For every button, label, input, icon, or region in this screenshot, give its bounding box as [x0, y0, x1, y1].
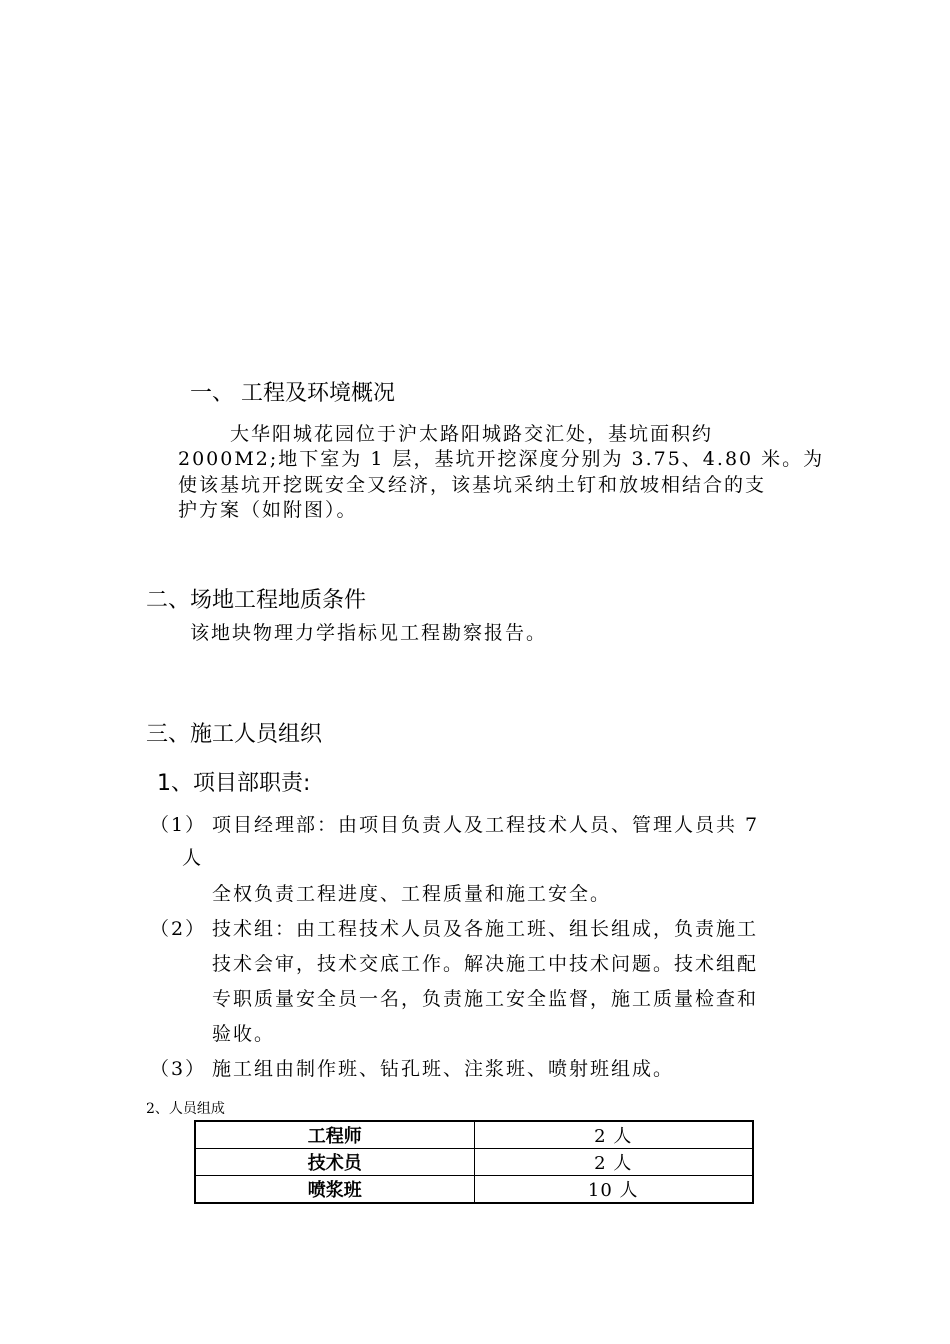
subsection-2-heading: 2、人员组成	[146, 1101, 225, 1117]
section-1-heading: 一、 工程及环境概况	[190, 381, 395, 406]
section-1-line-3: 使该基坑开挖既安全又经济，该基坑采纳土钉和放坡相结合的支	[178, 474, 767, 496]
item-1-number: （1）	[150, 814, 207, 836]
item-2-line-1: 技术组：由工程技术人员及各施工班、组长组成，负责施工	[212, 918, 759, 940]
item-3-number: （3）	[150, 1058, 207, 1080]
item-3-line: 施工组由制作班、钻孔班、注浆班、喷射班组成。	[212, 1058, 675, 1080]
item-2-line-4: 验收。	[212, 1023, 276, 1045]
section-1-line-4: 护方案（如附图）。	[178, 499, 358, 521]
table-cell-count: 10 人	[474, 1176, 753, 1204]
section-2-line: 该地块物理力学指标见工程勘察报告。	[190, 622, 548, 644]
section-1-line-2: 2000M2;地下室为 1 层，基坑开挖深度分别为 3.75、4.80 米。为	[178, 448, 825, 470]
item-2-line-3: 专职质量安全员一名，负责施工安全监督，施工质量检查和	[212, 988, 759, 1010]
table-row	[195, 1176, 753, 1204]
table-row	[195, 1149, 753, 1176]
item-1-line-1: 项目经理部：由项目负责人及工程技术人员、管理人员共 7	[212, 814, 760, 836]
table-cell-count: 2 人	[474, 1149, 753, 1176]
subsection-1-heading: 1、项目部职责:	[157, 771, 311, 796]
item-1-line-3: 全权负责工程进度、工程质量和施工安全。	[212, 883, 612, 905]
item-2-number: （2）	[150, 918, 207, 940]
section-3-heading: 三、施工人员组织	[146, 722, 323, 747]
table-cell-role: 工程师	[195, 1121, 474, 1149]
section-2-heading: 二、场地工程地质条件	[146, 588, 367, 613]
section-1-line-1: 大华阳城花园位于沪太路阳城路交汇处，基坑面积约	[230, 423, 714, 445]
item-1-line-2: 人	[182, 847, 204, 869]
staff-table	[194, 1120, 754, 1204]
table-cell-role: 技术员	[195, 1149, 474, 1176]
table-cell-role: 喷浆班	[195, 1176, 474, 1204]
item-2-line-2: 技术会审，技术交底工作。解决施工中技术问题。技术组配	[212, 953, 759, 975]
table-row	[195, 1121, 753, 1149]
table-cell-count: 2 人	[474, 1121, 753, 1149]
